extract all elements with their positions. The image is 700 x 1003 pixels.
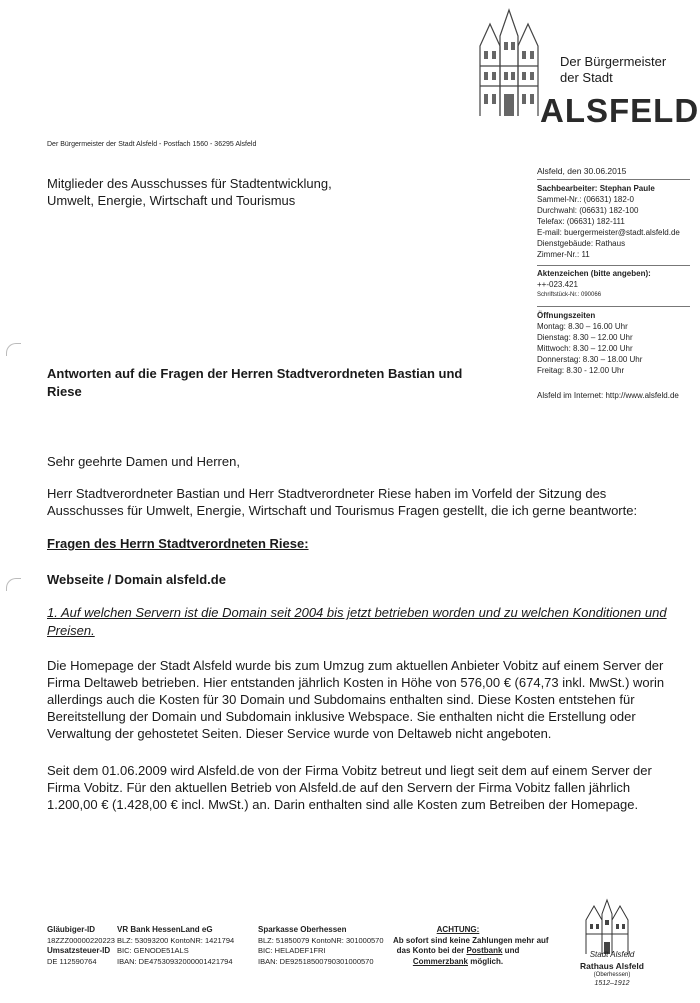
intro-paragraph: Herr Stadtverordneter Bastian und Herr Stadtverordneter Riese haben im Vorfeld der Sitzung des Ausschusses für Umwelt, Energie, Wirtschaft und Tourismus Fragen gestellt, die ich gerne beantworte:	[47, 486, 638, 518]
notice-text: möglich.	[468, 956, 504, 966]
opening-hours-heading: Öffnungszeiten	[537, 311, 596, 320]
aktenzeichen-value: ++-023.421	[537, 280, 578, 289]
header-city-name: ALSFELD	[540, 92, 700, 129]
internet-address: Alsfeld im Internet: http://www.alsfeld.de	[537, 391, 679, 400]
alsfeld-town-hall-logo	[474, 6, 544, 118]
notice-line: Ab sofort sind keine Zahlungen mehr auf	[393, 935, 549, 945]
stamp-subtitle: (Oberhessen)	[593, 972, 631, 978]
opening-hours-block	[537, 310, 642, 376]
footer-bank-line: IBAN: DE47530932000001421794	[117, 956, 233, 966]
stamp-name: Rathaus Alsfeld	[580, 961, 644, 971]
footer-bank-vr	[117, 925, 234, 967]
schriftstueck-number: Schriftstück-Nr.: 090066	[537, 292, 602, 298]
footer-bank-line: BLZ: 51850079 KontoNR: 301000570	[258, 935, 384, 945]
notice-line	[393, 946, 523, 957]
header-line2: der Stadt	[560, 70, 613, 85]
notice-text: das Konto bei der	[396, 946, 467, 955]
header-line1: Der Bürgermeister	[560, 54, 667, 69]
aktenzeichen-heading: Aktenzeichen (bitte angeben):	[537, 269, 651, 278]
contact-line: Zimmer-Nr.: 11	[537, 250, 590, 259]
footer-value: DE 112590764	[47, 956, 97, 966]
notice-commerzbank: Commerzbank	[412, 956, 468, 966]
contact-line: Durchwahl: (06631) 182-100	[537, 206, 639, 215]
fold-mark	[6, 343, 21, 356]
footer-label: Gläubiger-ID	[47, 925, 96, 934]
contact-heading: Sachbearbeiter: Stephan Paule	[537, 184, 655, 193]
contact-email: E-mail: buergermeister@stadt.alsfeld.de	[537, 228, 680, 237]
aktenzeichen-block	[537, 268, 651, 301]
footer-bank-line: BLZ: 53093200 KontoNR: 1421794	[117, 935, 235, 945]
sender-return-address: Der Bürgermeister der Stadt Alsfeld - Postfach 1560 - 36295 Alsfeld	[47, 141, 257, 148]
opening-hours-line: Donnerstag: 8.30 – 18.00 Uhr	[537, 355, 643, 364]
salutation: Sehr geehrte Damen und Herren,	[47, 454, 240, 469]
opening-hours-line: Dienstag: 8.30 – 12.00 Uhr	[537, 333, 633, 342]
recipient-line: Umwelt, Energie, Wirtschaft und Tourismus	[47, 193, 296, 208]
sidebar-divider	[537, 179, 690, 180]
stamp-years: 1512–1912	[594, 980, 630, 987]
footer-payment-notice	[393, 925, 549, 967]
footer-bank-line: BIC: HELADEF1FRI	[258, 946, 326, 955]
notice-line	[393, 957, 523, 968]
sidebar-divider	[537, 265, 690, 266]
footer-bank-name: VR Bank HessenLand eG	[117, 925, 213, 934]
letter-subject: Antworten auf die Fragen der Herren Stadtverordneten Bastian und Riese	[47, 366, 463, 399]
notice-title: ACHTUNG:	[436, 925, 480, 934]
fold-mark	[6, 578, 21, 591]
contact-line: Sammel-Nr.: (06631) 182-0	[537, 195, 634, 204]
answer-paragraph-2: Seit dem 01.06.2009 wird Alsfeld.de von der Firma Vobitz betreut und liegt seit dem auf einem Server der Firma Vobitz. Für den aktuellen Betrieb von Alsfeld.de auf den Servern der Firma Vobitz fallen jährlich 1.200,00 € (1.428,00 € incl. MwSt.) an. Darin enthalten sind alle Kosten zum Betreiben der Homepage.	[47, 763, 652, 812]
recipient-block	[47, 175, 332, 209]
footer-label: Umsatzsteuer-ID	[47, 946, 111, 955]
footer-value: 18ZZZ00000220223	[47, 935, 115, 945]
notice-postbank: Postbank	[466, 946, 503, 955]
section-heading: Fragen des Herrn Stadtverordneten Riese:	[47, 536, 309, 551]
recipient-line: Mitglieder des Ausschusses für Stadtentwicklung,	[47, 176, 332, 191]
stamp-signature: Stadt Alsfeld	[589, 950, 635, 959]
footer-bank-sparkasse	[258, 925, 384, 967]
contact-line: Telefax: (06631) 182-111	[537, 217, 625, 226]
answer-paragraph-1: Die Homepage der Stadt Alsfeld wurde bis zum Umzug zum aktuellen Anbieter Vobitz auf einem Server der Firma Deltaweb betrieben. Hier entstanden jährlich Kosten in Höhe von 576,00 € (674,73 inkl. MwSt.) worin allerdings auch die Kosten für 30 Domain und Subdomains enthalten sind. Diese Kosten entstehen für Bereitstellung der Domain und Subdomain inklusive Webspace. Sie enthalten nicht die Erstellung oder Verwaltung der gehostetet Seiten. Dieser Service wurde von Deltaweb nicht angeboten.	[47, 658, 665, 741]
opening-hours-line: Mittwoch: 8.30 – 12.00 Uhr	[537, 344, 633, 353]
question-1: 1. Auf welchen Servern ist die Domain seit 2004 bis jetzt betrieben worden und zu welchen Konditionen und Preisen.	[47, 605, 667, 638]
opening-hours-line: Freitag: 8.30 - 12.00 Uhr	[537, 366, 625, 375]
opening-hours-line: Montag: 8.30 – 16.00 Uhr	[537, 322, 628, 331]
footer-bank-line: IBAN: DE92518500790301000570	[258, 956, 374, 966]
topic-heading: Webseite / Domain alsfeld.de	[47, 572, 226, 587]
footer-bank-line: BIC: GENODE51ALS	[117, 946, 189, 955]
notice-text: und	[502, 946, 520, 955]
contact-block	[537, 183, 680, 260]
sidebar-divider	[537, 306, 690, 307]
footer-ids	[47, 925, 115, 967]
footer-bank-name: Sparkasse Oberhessen	[258, 925, 347, 934]
letter-date: Alsfeld, den 30.06.2015	[537, 166, 627, 176]
town-hall-stamp-drawing	[572, 898, 642, 956]
contact-line: Dienstgebäude: Rathaus	[537, 239, 626, 248]
